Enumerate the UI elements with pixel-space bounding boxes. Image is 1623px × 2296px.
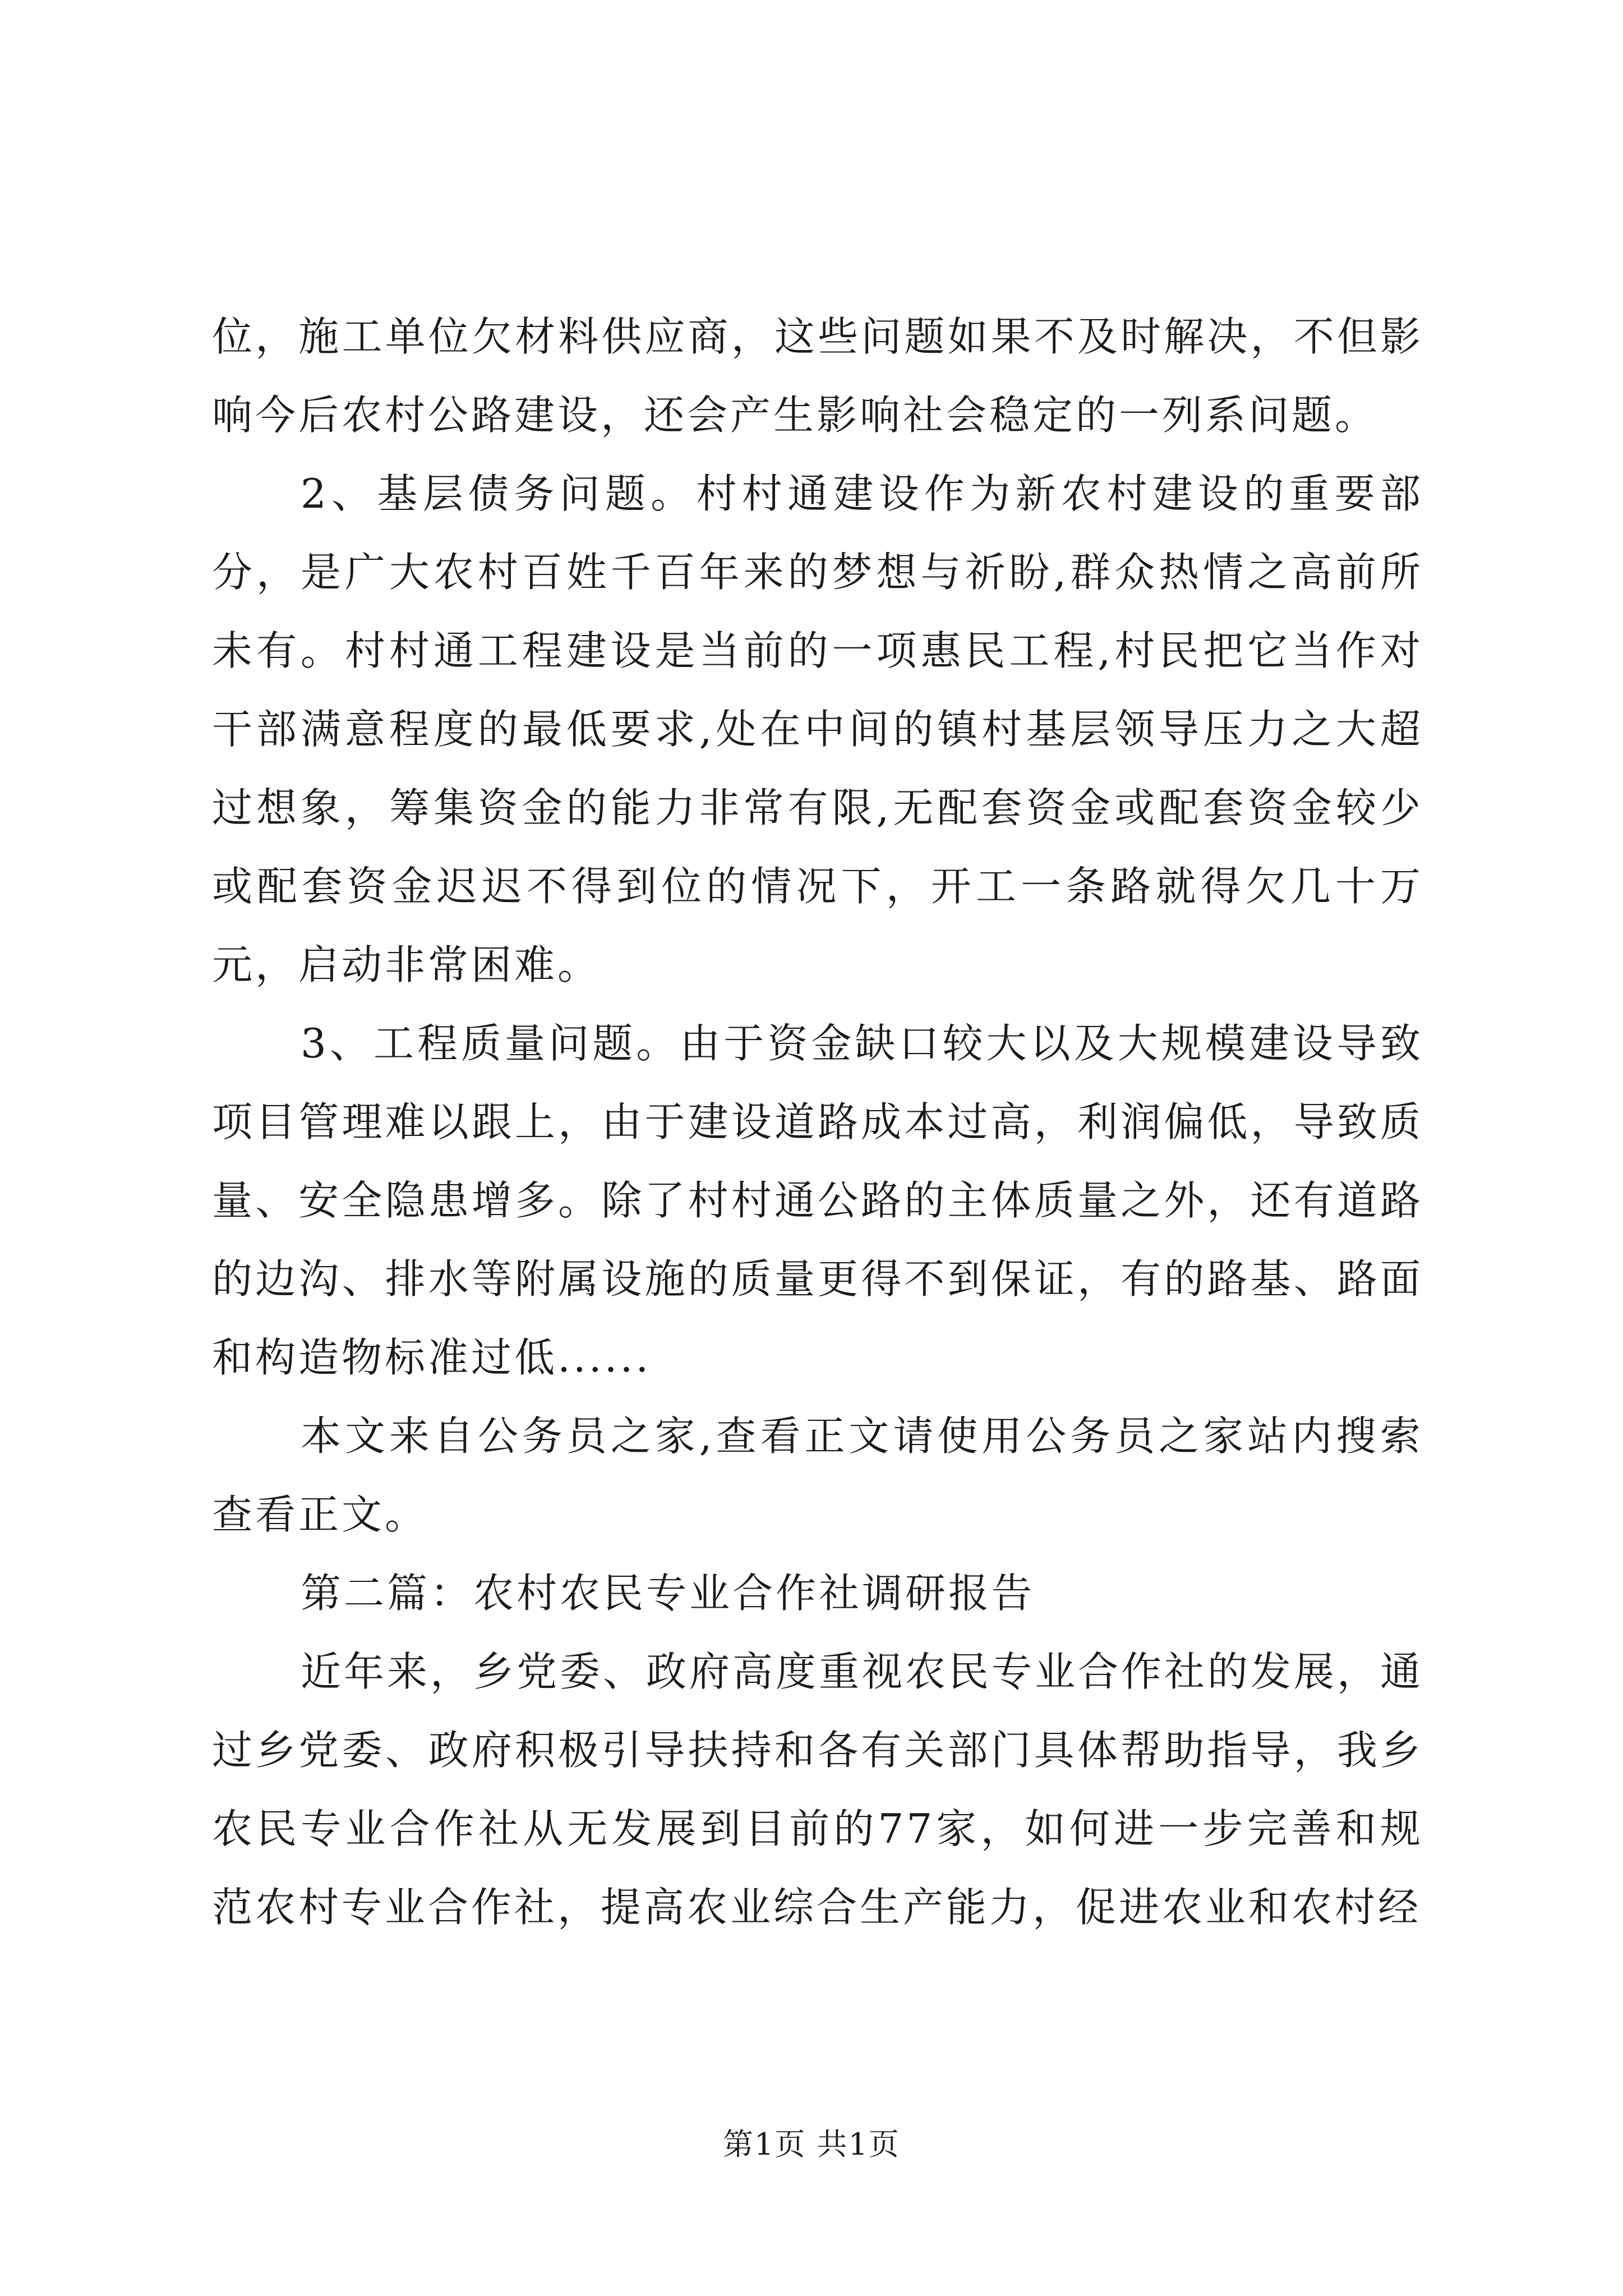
section-heading: 第二篇：农村农民专业合作社调研报告 xyxy=(301,1570,1035,1617)
paragraph-source-note: 本文来自公务员之家,查看正文请使用公务员之家站内搜索查看正文。 xyxy=(212,1412,1423,1538)
paragraph-debt-issue: 2、基层债务问题。村村通建设作为新农村建设的重要部分，是广大农村百姓千百年来的梦想与祈盼,群众热情之高前所未有。村村通工程建设是当前的一项惠民工程,村民把它当作对干部满意程度的最低要求,处在中间的镇村基层领导压力之大超过想象，筹集资金的能力非常有限,无配套资金或配套资金较少或配套资金迟迟不得到位的情况下，开工一条路就得欠几十万元，启动非常困难。 xyxy=(212,470,1423,988)
paragraph-continuation: 位，施工单位欠材料供应商，这些问题如果不及时解决，不但影响今后农村公路建设，还会产生影响社会稳定的一列系问题。 xyxy=(212,313,1423,439)
paragraph-quality-issue: 3、工程质量问题。由于资金缺口较大以及大规模建设导致项目管理难以跟上，由于建设道路成本过高，利润偏低，导致质量、安全隐患增多。除了村村通公路的主体质量之外，还有道路的边沟、排水等附属设施的质量更得不到保证，有的路基、路面和构造物标准过低...... xyxy=(212,1020,1423,1381)
paragraph-cooperative-intro: 近年来，乡党委、政府高度重视农民专业合作社的发展，通过乡党委、政府积极引导扶持和各有关部门具体帮助指导，我乡农民专业合作社从无发展到目前的77家，如何进一步完善和规范农村专业合作社，提高农业综合生产能力，促进农业和农村经 xyxy=(212,1648,1424,1931)
page-footer: 第1页 共1页 xyxy=(723,2127,900,2162)
document-body xyxy=(212,297,1423,1947)
